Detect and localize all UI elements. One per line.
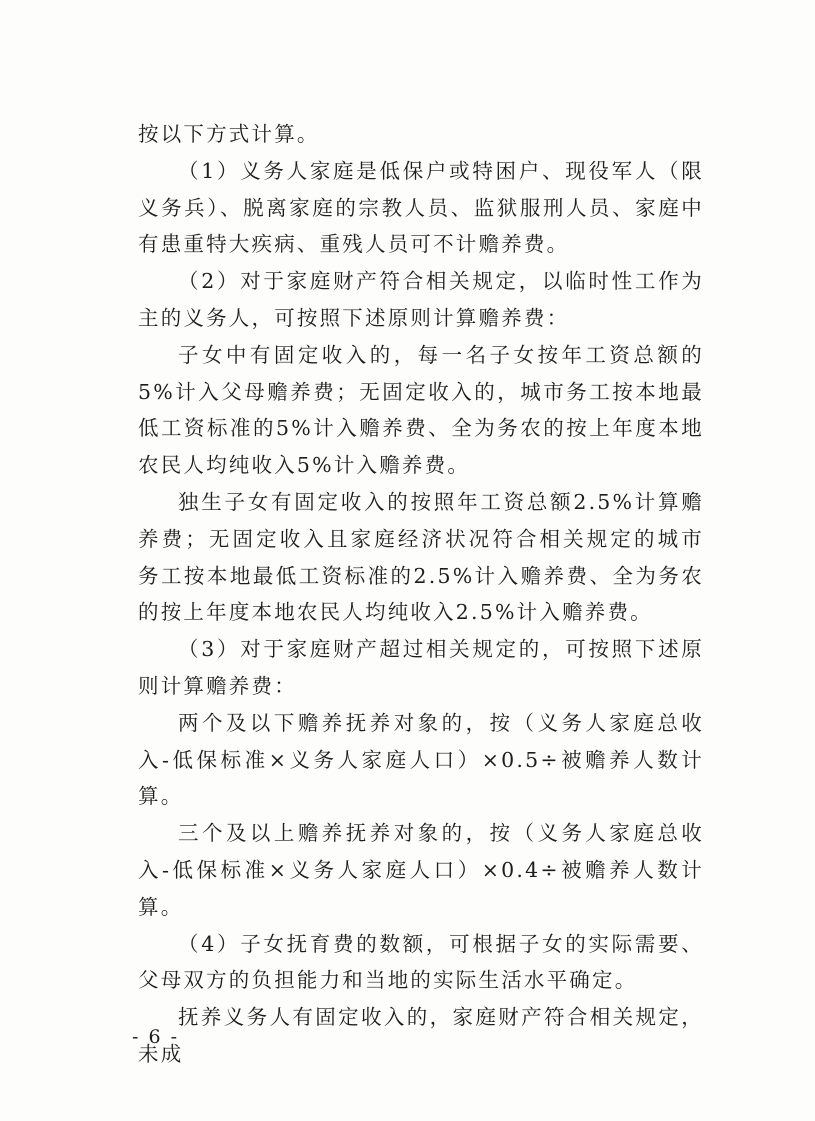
paragraph-7: 两个及以下赡养抚养对象的，按（义务人家庭总收入-低保标准×义务人家庭人口）×0.5÷被赡养人数计算。 (138, 710, 704, 809)
paragraph-1: 按以下方式计算。 (138, 122, 320, 146)
paragraph-3: （2）对于家庭财产符合相关规定，以临时性工作为主的义务人，可按照下述原则计算赡养费： (138, 269, 704, 330)
paragraph-5: 独生子女有固定收入的按照年工资总额2.5%计算赡养费；无固定收入且家庭经济状况符合相关规定的城市务工按本地最低工资标准的2.5%计入赡养费、全为务农的按上年度本地农民人均纯收入2.5%计入赡养费。 (138, 489, 704, 625)
paragraph-2: （1）义务人家庭是低保户或特困户、现役军人（限义务兵）、脱离家庭的宗教人员、监狱服刑人员、家庭中有患重特大疾病、重残人员可不计赡养费。 (138, 158, 704, 257)
paragraph-8: 三个及以上赡养抚养对象的，按（义务人家庭总收入-低保标准×义务人家庭人口）×0.4÷被赡养人数计算。 (138, 821, 704, 919)
paragraph-6: （3）对于家庭财产超过相关规定的，可按照下述原则计算赡养费： (138, 637, 704, 698)
paragraph-10: 抚养义务人有固定收入的，家庭财产符合相关规定，未成 (138, 1005, 704, 1066)
paragraph-9: （4）子女抚育费的数额，可根据子女的实际需要、父母双方的负担能力和当地的实际生活水平确定。 (138, 931, 704, 993)
body-text (138, 116, 704, 1073)
page-number: - 6 - (132, 1026, 180, 1048)
paragraph-4: 子女中有固定收入的，每一名子女按年工资总额的5%计入父母赡养费；无固定收入的，城市务工按本地最低工资标准的5%计入赡养费、全为务农的按上年度本地农民人均纯收入5%计入赡养费。 (138, 342, 704, 478)
